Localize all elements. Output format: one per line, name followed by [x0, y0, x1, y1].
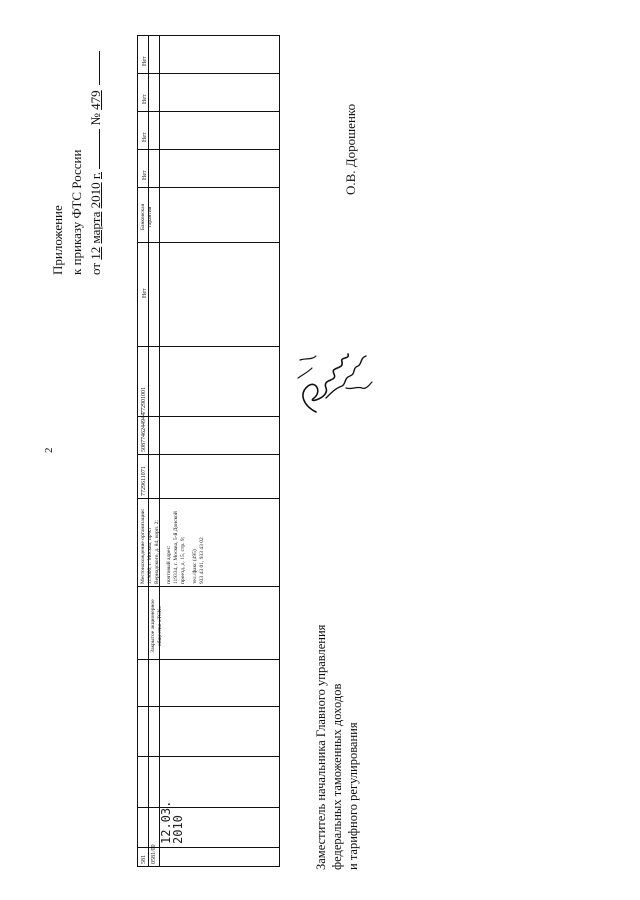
appendix-date-line — [86, 51, 105, 275]
order-number: 479 — [88, 90, 103, 110]
table-divider — [138, 346, 279, 347]
cell-none-3: Нет — [142, 132, 148, 142]
cell-guarantee: Банковская гарантия — [140, 203, 153, 231]
cell-code: 0581/00 — [151, 844, 157, 864]
cell-none-1: Нет — [142, 288, 148, 298]
registry-table — [137, 35, 280, 867]
location-phone-label: тел./факс (495) — [192, 549, 198, 584]
cell-org-name: Закрытое акционерное общество «ТСК» — [150, 599, 163, 653]
signature-title-block — [313, 625, 361, 870]
location-phone: 933 43 01, 933 43 02 — [199, 537, 205, 584]
signer-name: О.В. Дорошенко — [343, 103, 358, 195]
location-legal-address: 119606, г. Москва, пр-кт Вернадского, д. 84, корп. 2; — [147, 520, 160, 584]
cell-kpp: 772901001 — [141, 387, 147, 414]
table-divider — [138, 73, 279, 74]
table-divider — [138, 659, 279, 660]
table-divider — [159, 36, 160, 866]
table-divider — [148, 36, 149, 866]
table-divider — [138, 454, 279, 455]
location-postal-label: почтовый адрес: — [166, 545, 172, 584]
table-divider — [138, 149, 279, 150]
location-heading: Местонахождение организации: — [140, 508, 146, 584]
order-year-suffix: г. — [88, 172, 103, 180]
order-month: марта — [88, 211, 103, 244]
underline-blank-end — [87, 51, 100, 85]
appendix-header — [48, 51, 105, 275]
appendix-title: Приложение — [50, 205, 65, 275]
cell-date-handwritten: 12.03. 2010 — [159, 800, 185, 844]
table-divider — [138, 416, 279, 417]
table-divider — [138, 187, 279, 188]
order-year: 2010 — [88, 182, 103, 209]
appendix-order-ref: к приказу ФТС России — [69, 149, 84, 275]
location-postal-address: 119334, г. Москва, 5-й Донской проезд, д. 15, стр. 9; — [173, 511, 186, 584]
signature-title-line: Заместитель начальника Главного управления — [314, 624, 328, 870]
table-divider — [138, 706, 279, 707]
signature-title-line: и тарифного регулирования — [346, 722, 360, 870]
table-divider — [138, 242, 279, 243]
table-divider — [138, 586, 279, 587]
date-prefix: от — [88, 262, 103, 275]
order-day: 12 — [88, 246, 103, 260]
cell-none-2: Нет — [142, 170, 148, 180]
table-divider — [138, 111, 279, 112]
cell-none-4: Нет — [142, 94, 148, 104]
table-divider — [138, 756, 279, 757]
table-divider — [138, 847, 279, 848]
number-sign: № — [88, 113, 103, 126]
cell-none-5: Нет — [142, 56, 148, 66]
page-number: 2 — [43, 447, 55, 453]
cell-ogrn: 5087746244944 — [141, 413, 147, 452]
underline-blank — [87, 129, 100, 169]
signature-image — [286, 348, 376, 418]
cell-row-number: 581 — [141, 855, 147, 864]
signature-title-line: федеральных таможенных доходов — [330, 683, 344, 870]
cell-inn: 7729611071 — [141, 466, 147, 496]
cell-location — [140, 498, 206, 584]
